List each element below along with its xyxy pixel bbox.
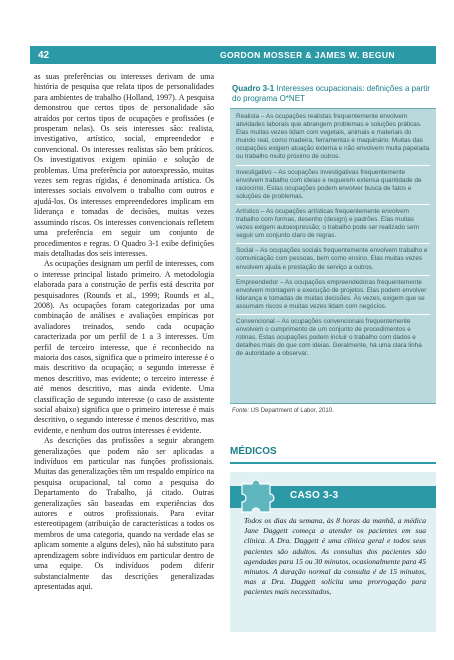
case-text: Todos os dias da semana, às 8 horas da manhã, a médica Jane Daggett começa a atender os pacientes em sua clínica. A Dra. Daggett é uma clínica geral e todos seus pacientes são adultos. As consultas dos pacientes são agendadas para 15 ou 30 minutos, ocasionalmente para 45 minutos. A duração normal da consulta é de 15 minutos, mas a Dra. Daggett solicita uma prorrogação para pacientes mais necessitados, [244, 516, 426, 597]
case-box [230, 472, 436, 632]
box-entry-empreendedor: Empreendedor – As ocupações empreendedoras frequentemente envolvem montagem e execução de projetos. Elas podem envolver liderança e tomadas de muitas decisões. Às vezes, exigem que se assumam riscos e muitas vezes lidam com negócios. [236, 279, 430, 315]
case-title: CASO 3-3 [290, 490, 339, 501]
paragraph: As descrições das profissões a seguir abrangem generalizações que podem não ser aplicadas a indivíduos em particular nas funções profissionais. Muitas das generalizações têm um respaldo empírico na pesquisa ocupacional, tal como a pesquisa do Departamento do Trabalho, já citado. Outras generalizações são baseadas em experiências dos autores e outros profissionais. Para evitar estereotipagem (atribuição de características a todos os membros de uma categoria, quando na verdade elas se aplicam somente a alguns deles), não há substituto para aprendizagem sobre indivíduos em particular dentro de uma equipe. Os indivíduos podem diferir substancialmente das descrições generalizadas apresentadas aqui. [34, 436, 214, 591]
page-number: 42 [38, 49, 50, 61]
box-entry-convencional: Convencional – As ocupações convencionais frequentemente envolvem o cumprimento de um conjunto de procedimentos e rotinas. Estas ocupações podem incluir o trabalho com dados e detalhes mais do que com ideias. Geralmente, há uma clara linha de autoridade a observar. [236, 317, 422, 358]
box-entry-realista: Realista – As ocupações realistas frequentemente envolvem atividades laborais que abrangem problemas e soluções práticas. Elas muitas vezes lidam com vegetais, animais e materiais do mundo real, como madeira, ferramentas e maquinário. Muitas das ocupações exigem atuação externa e não envolvem muita papelada ou trabalho muito próximo de outros. [236, 113, 430, 166]
source-label: Fonte: [232, 408, 250, 414]
box-entry-investigativo: Investigativo – As ocupações investigativas frequentemente envolvem trabalho com ideias e requerem extensa quantidade de raciocínio. Estas ocupações podem envolver busca de fatos e soluções de problemas. [236, 169, 430, 205]
box-title-text: Interesses ocupacionais: definições a partir do programa O*NET [232, 84, 430, 103]
puzzle-piece-icon [238, 474, 280, 516]
sidebar-box-quadro [230, 82, 436, 436]
running-head-authors: GORDON MOSSER & JAMES W. BEGUN [220, 50, 395, 60]
box-entry-artistico: Artístico – As ocupações artísticas frequentemente envolvem trabalho com formas, desenho (design) e padrões. Elas muitas vezes exigem autoexpressão; o trabalho pode ser realizado sem seguir um conjunto claro de regras. [236, 208, 430, 244]
source-text: US Department of Labor, 2010. [250, 408, 334, 414]
section-heading: MÉDICOS [230, 446, 436, 464]
paragraph: As ocupações designam um perfil de interesses, com o interesse principal listado primeiro. A metodologia elaborada para a construção de perfis está descrita por pesquisadores (Rounds et al., 1999; Rounds et al., 2008). As ocupações foram categorizadas por uma combinação de análises e avaliações empíricas por avaliadores treinados, sendo cada ocupação caracterizada por um perfil de 1 a 3 interesses. Um perfil de terceiro interesse, que é reconhecido na maioria dos casos, significa que o primeiro interesse é o mais descritivo da ocupação; o segundo interesse é menos descritivo, mas evidente; o terceiro interesse é até menos descritivo, mas ainda evidente. Uma classificação de segundo interesse (o caso de assistente social abaixo) significa que o primeiro interesse é mais descritivo, o segundo interesse é menos descritivo, mas evidente, e nenhum dos outros interesses é evidente. [34, 259, 214, 435]
box-content [230, 108, 436, 404]
paragraph: as suas preferências ou interesses derivam de uma história de pesquisa que relata tipos de personalidades para ambientes de trabalho (Holland, 1997). A pesquisa demonstrou que certos tipos de personalidade são atraídos por certos tipos de ocupações e profissões (e prosperam nelas). Os seis interesses são: realista, investigativo, artístico, social, empreendedor e convencional. Os interesses realistas são bem práticos. Os investigativos exigem opinião e solução de problemas. Uma preferência por autoexpressão, muitas vezes sem regras rígidas, é denominada artística. Os interesses sociais envolvem o trabalho com outros e ajudá-los. Os interesses empreendedores implicam em liderança e tomadas de decisões, muitas vezes assumindo riscos. Os interesses convencionais refletem uma preferência em seguir um conjunto de procedimentos e regras. O Quadro 3-1 exibe definições mais detalhadas dos seis interesses. [34, 72, 214, 258]
box-title [230, 82, 436, 108]
box-source [230, 404, 436, 418]
body-text-column [34, 72, 214, 640]
box-entry-social: Social – As ocupações sociais frequentemente envolvem trabalho e comunicação com pessoas, bem como ensino. Elas muitas vezes envolvem ajuda e prestação de serviço a outros. [236, 247, 430, 275]
box-label: Quadro 3-1 [232, 84, 275, 93]
running-header [30, 46, 436, 64]
